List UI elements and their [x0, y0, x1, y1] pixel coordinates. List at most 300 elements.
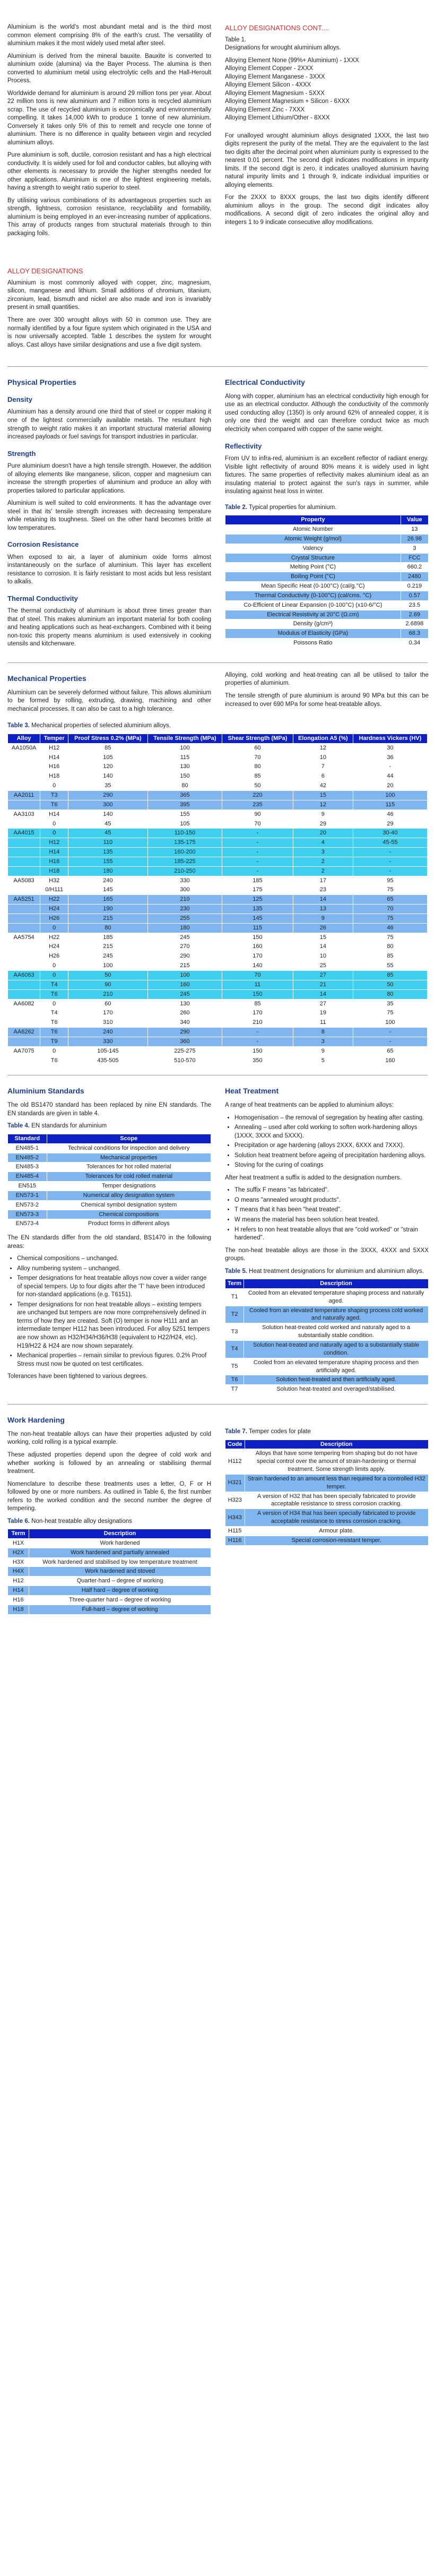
table-cell: AA3103	[8, 809, 40, 819]
table-cell: 100	[147, 743, 222, 753]
table-cell: 85	[222, 999, 293, 1009]
table-cell: AA5251	[8, 895, 40, 904]
table-cell	[8, 942, 40, 952]
table-cell: 11	[293, 1018, 353, 1028]
table-cell: 240	[68, 1028, 148, 1037]
table-row	[8, 1143, 211, 1153]
table-cell: 65	[353, 895, 428, 904]
table-row	[8, 1586, 211, 1596]
table-cell: H16	[8, 1596, 29, 1605]
table-cell: Work hardened	[29, 1538, 211, 1548]
table-cell: Work hardened and partially annealed	[29, 1548, 211, 1557]
table-cell: -	[222, 857, 293, 866]
column-header: Tensile Strength (MPa)	[147, 734, 222, 743]
table-header-row	[225, 1279, 429, 1289]
table-cell: EN485-4	[8, 1172, 47, 1182]
section-divider	[7, 662, 428, 663]
list-item: • Precipitation or age hardening (alloys 2XXX, 6XXX and 7XXX).	[234, 1142, 429, 1150]
density-heading: Density	[7, 395, 32, 403]
table-cell: H24	[40, 904, 68, 914]
table-cell: 115	[147, 753, 222, 762]
table-cell: 135-175	[147, 838, 222, 848]
table-row	[8, 848, 428, 857]
table-cell	[8, 1018, 40, 1028]
alloy-paragraph: Aluminium is most commonly alloyed with copper, zinc, magnesium, silicon, manganese and lithium. Small additions of chromium, titanium, zirconium, lead, bismuth and nickel are also made and iron is invariably present in small quantities.	[7, 279, 211, 311]
table-cell: Alloys that have some tempering from shaping but do not have special control over the amount of strain-hardening or thermal treatment. Some strength limits apply.	[245, 1449, 429, 1475]
table-cell: 65	[353, 1046, 428, 1056]
table-row	[225, 563, 429, 572]
table-cell: 0	[40, 781, 68, 791]
table-cell: EN485-3	[8, 1162, 47, 1172]
table-cell: T3	[225, 1323, 244, 1341]
table-cell: 245	[147, 989, 222, 999]
table-cell: H343	[225, 1509, 245, 1527]
list-item: • Temper designations for heat treatable alloys now cover a wider range of special tempers. Up to four digits after the 'T' have been introduced for non-standard applications (e.g. T6151).	[17, 1274, 211, 1299]
table-cell: 350	[222, 1056, 293, 1065]
table-cell	[8, 857, 40, 866]
mechanical-paragraph: Aluminium can be severely deformed without failure. This allows aluminium to be formed by rolling, extruding, drawing, machining and other mechanical processes. It can also be cast to a high tolerance.	[7, 689, 211, 712]
table-cell: Numerical alloy designation system	[47, 1191, 211, 1200]
table-cell: 3	[293, 1037, 353, 1046]
standards-paragraph: Tolerances have been tightened to various degrees.	[7, 1373, 148, 1380]
table-row	[225, 1288, 429, 1306]
intro-paragraph: Worldwide demand for aluminium is around 29 million tons per year. About 22 million tons is new aluminium and 7 million tons is recycled aluminium scrap. The use of recycled aluminium is economically and environmentally compelling. It takes 14,000 kWh to produce 1 tonne of new aluminium. Conversely it takes only 5% of this to remelt and recycle one tonne of aluminium. There is no difference in quality between virgin and recycled aluminium alloys.	[7, 90, 211, 146]
table7-ref: Table 7.	[225, 1428, 247, 1435]
heat-list	[234, 1114, 429, 1170]
table-cell: 255	[147, 914, 222, 923]
table-cell: 70	[353, 904, 428, 914]
table-cell: 55	[353, 961, 428, 971]
table-cell: 95	[353, 876, 428, 885]
table-cell: H12	[40, 838, 68, 848]
table5-ref: Table 5.	[225, 1268, 247, 1274]
table-cell: 70	[222, 753, 293, 762]
electrical-column	[225, 375, 429, 653]
table-cell: Crystal Structure	[225, 553, 401, 563]
table-cell: H2X	[8, 1548, 29, 1557]
table-cell: 21	[293, 980, 353, 989]
table-cell: Chemical symbol designation system	[47, 1200, 211, 1210]
section-divider	[7, 1404, 428, 1405]
table-row	[225, 600, 429, 610]
table2-caption	[225, 504, 429, 512]
table-cell: 17	[293, 876, 353, 885]
table-cell: 45-55	[353, 838, 428, 848]
table-cell: Solution heat-treated cold worked and naturally aged to a substantially stable condition.	[244, 1323, 429, 1341]
table-cell: 120	[68, 762, 148, 772]
table-cell: EN515	[8, 1182, 47, 1191]
list-item: • Mechanical properties – remain similar to previous figures. 0.2% Proof Stress must now be quoted on test certificates.	[17, 1352, 211, 1368]
table-cell: 27	[293, 999, 353, 1009]
table-cell: 290	[147, 1028, 222, 1037]
table-cell: H1X	[8, 1538, 29, 1548]
table-cell	[8, 753, 40, 762]
column-header: Hardness Vickers (HV)	[353, 734, 428, 743]
physical-column	[7, 375, 211, 653]
table-cell: 2	[293, 857, 353, 866]
table-cell: -	[222, 829, 293, 838]
table-row	[8, 800, 428, 809]
table-cell	[8, 1037, 40, 1046]
table-row	[8, 895, 428, 904]
table-cell: 8	[293, 1028, 353, 1037]
table4-desc: EN standards for aluminium	[31, 1123, 107, 1130]
table-cell: 0/H111	[40, 885, 68, 895]
table-cell: 0	[40, 961, 68, 971]
table-row	[225, 534, 429, 544]
table-cell: 105	[68, 753, 148, 762]
table-cell: EN485-1	[8, 1143, 47, 1153]
table-row	[225, 591, 429, 600]
table-cell: 9	[293, 914, 353, 923]
table-row	[8, 1538, 211, 1548]
table-cell: -	[222, 848, 293, 857]
table-cell: 60	[68, 999, 148, 1009]
table-cell: 235	[222, 800, 293, 809]
table-row	[225, 1509, 429, 1527]
table-row	[8, 1557, 211, 1567]
table-row	[8, 866, 428, 876]
heat-paragraph: After heat treatment a suffix is added to the designation numbers.	[225, 1174, 402, 1181]
table-cell: Electrical Resistivity at 20°C (Ω.cm)	[225, 610, 401, 619]
table-cell: Cooled from an elevated temperature shaping process cold worked and naturally aged.	[244, 1306, 429, 1323]
table-cell: AA5083	[8, 876, 40, 885]
table-cell: AA6082	[8, 999, 40, 1009]
table-cell: H26	[40, 952, 68, 961]
table-cell: AA7075	[8, 1046, 40, 1056]
table-cell: 210	[68, 989, 148, 999]
table-cell: 70	[222, 971, 293, 980]
table-cell: 160	[147, 980, 222, 989]
table-cell: Boiling Point (°C)	[225, 572, 401, 582]
table-cell: 80	[353, 989, 428, 999]
table-cell: H116	[225, 1536, 245, 1545]
table-cell: 140	[68, 772, 148, 781]
table-cell: 80	[353, 942, 428, 952]
table-cell: 68.3	[401, 629, 428, 639]
list-item: • Chemical compositions – unchanged.	[17, 1255, 211, 1263]
table-cell: H14	[8, 1586, 29, 1596]
table-cell: H18	[40, 772, 68, 781]
table-row	[225, 1323, 429, 1341]
table-header-row	[8, 1134, 211, 1143]
column-header: Description	[245, 1440, 429, 1449]
table-cell: H4X	[8, 1567, 29, 1576]
table-cell: 26	[293, 923, 353, 933]
column-header: Standard	[8, 1134, 47, 1143]
table-cell: 340	[147, 1018, 222, 1028]
table-cell: T3	[40, 790, 68, 800]
table-cell: H22	[40, 895, 68, 904]
heat-paragraph: A range of heat treatments can be applied to aluminium alloys:	[225, 1102, 394, 1109]
electrical-paragraph: Along with copper, aluminium has an electrical conductivity high enough for use as an electrical conductor. Although the conductivity of the commonly used conducting alloy (1350) is only around 62% of annealed copper, it is only one third the weight and can therefore conduct twice as much electricity when compared with copper of the same weight.	[225, 393, 429, 433]
table-cell: 115	[222, 923, 293, 933]
designation-paragraph: For the 2XXX to 8XXX groups, the last two digits identify different aluminium alloys in the group. The second digit indicates alloy modifications. A second digit of zero indicates the original alloy and integers 1 to 9 indicate consecutive alloy modifications.	[225, 194, 429, 226]
table-cell: Temper designations	[47, 1182, 211, 1191]
table-cell: EN573-2	[8, 1200, 47, 1210]
table-cell: 185-225	[147, 857, 222, 866]
table-cell: 210	[222, 1018, 293, 1028]
density-paragraph: Aluminium has a density around one third that of steel or copper making it one of the lightest commercially available metals. The resultant high strength to weight ratio makes it an important structural material allowing increased payloads or fuel savings for transport industries in particular.	[7, 409, 211, 441]
thermal-heading: Thermal Conductivity	[7, 594, 78, 602]
alloy-paragraph: There are over 300 wrought alloys with 50 in common use. They are normally identified by a four figure system which originated in the USA and is now universally accepted. Table 1 describes the system for wrought alloys. Cast alloys have similar designations and use a five digit system.	[7, 316, 211, 348]
table-cell	[8, 989, 40, 999]
table-cell: FCC	[401, 553, 428, 563]
table-cell: 46	[353, 923, 428, 933]
table-cell	[8, 1056, 40, 1065]
table-cell: T9	[40, 1037, 68, 1046]
table-cell: 45	[68, 829, 148, 838]
table-cell: 0.57	[401, 591, 428, 600]
strength-paragraph: Pure aluminium doesn't have a high tensile strength. However, the addition of alloying elements like manganese, silicon, copper and magnesium can increase the strength properties of aluminium and produce an alloy with properties tailored to particular applications.	[7, 463, 211, 494]
table-cell: 180	[147, 923, 222, 933]
mechanical-heading: Mechanical Properties	[7, 674, 86, 683]
table-cell	[8, 885, 40, 895]
table-cell: 365	[147, 790, 222, 800]
mechanical-section	[7, 671, 428, 718]
table-header-row	[8, 734, 428, 743]
table-row	[8, 1037, 428, 1046]
temper-codes-table	[225, 1440, 429, 1546]
table-cell: Quarter-hard – degree of working	[29, 1576, 211, 1586]
table-cell: Full-hard – degree of working	[29, 1605, 211, 1614]
table-cell: 85	[68, 743, 148, 753]
table-cell: T2	[225, 1306, 244, 1323]
table-row	[8, 838, 428, 848]
column-header: Temper	[40, 734, 68, 743]
table-cell: 23	[293, 885, 353, 895]
table-row	[8, 942, 428, 952]
table-cell: -	[353, 866, 428, 876]
table-cell	[8, 1009, 40, 1018]
alloy-designations-title: ALLOY DESIGNATIONS	[7, 267, 83, 275]
table-cell: -	[353, 857, 428, 866]
table-cell: 80	[222, 762, 293, 772]
table-cell: 5	[293, 1056, 353, 1065]
table-cell: Mechanical properties	[47, 1153, 211, 1162]
table-cell	[8, 762, 40, 772]
reflectivity-paragraph: From UV to infra-red, aluminium is an excellent reflector of radiant energy. Visible light reflectivity of around 80% means it is widely used in light fixtures. The same properties of reflectivity makes aluminium ideal as an insulating material to protect against the sun's rays in summer, while insulating against heat loss in winter.	[225, 455, 429, 495]
physical-properties-heading: Physical Properties	[7, 378, 76, 387]
table-cell: H18	[8, 1605, 29, 1614]
table-cell: -	[353, 848, 428, 857]
table-cell: 45	[68, 819, 148, 829]
table-cell: 140	[68, 809, 148, 819]
table-cell: 10	[293, 952, 353, 961]
table-cell: H14	[40, 809, 68, 819]
table-cell: 25	[293, 961, 353, 971]
table-row	[225, 1492, 429, 1509]
table-cell: 215	[147, 961, 222, 971]
table-cell: 105-145	[68, 1046, 148, 1056]
table-cell: T7	[225, 1385, 244, 1394]
table-cell: 100	[353, 1018, 428, 1028]
table-cell: H3X	[8, 1557, 29, 1567]
table-row	[8, 857, 428, 866]
table-cell: 510-570	[147, 1056, 222, 1065]
strength-paragraph: Aluminium is well suited to cold environments. It has the advantage over steel in that its' tensile strength increases with decreasing temperature while retaining its toughness. Steel on the other hand becomes brittle at low temperatures.	[7, 500, 211, 531]
table-cell: -	[222, 866, 293, 876]
table-cell: 130	[147, 999, 222, 1009]
list-item: • Solution heat treatment before ageing of precipitation hardening alloys.	[234, 1152, 429, 1160]
table-cell: 240	[68, 876, 148, 885]
table-cell: 115	[353, 800, 428, 809]
standards-heat-section	[7, 1084, 428, 1394]
table7-caption	[225, 1428, 429, 1436]
table-cell: 14	[293, 895, 353, 904]
table-row	[8, 1200, 211, 1210]
table-row	[225, 572, 429, 582]
column-header: Alloy	[8, 734, 40, 743]
table-cell: 0	[40, 819, 68, 829]
table-row	[8, 809, 428, 819]
mechanical-column-left	[7, 671, 211, 718]
table-cell: 150	[222, 989, 293, 999]
table-row	[8, 790, 428, 800]
table-cell: 125	[222, 895, 293, 904]
table-row	[225, 629, 429, 639]
alloy-designations-cont-title: ALLOY DESIGNATIONS CONT....	[225, 24, 329, 32]
list-item: • Homogenisation – the removal of segregation by heating after casting.	[234, 1114, 429, 1123]
table6-caption	[7, 1518, 211, 1526]
designation-line: Alloying Element None (99%+ Aluminium) - 1XXX	[225, 57, 359, 64]
table-cell: AA6063	[8, 971, 40, 980]
list-item: • O means "annealed wrought products".	[234, 1196, 429, 1205]
table-cell	[8, 952, 40, 961]
table-cell: 80	[68, 923, 148, 933]
table-cell: H112	[225, 1449, 245, 1475]
table-cell: 15	[293, 933, 353, 942]
table-cell: 210-250	[147, 866, 222, 876]
table-cell: 145	[222, 914, 293, 923]
table-cell: 36	[353, 753, 428, 762]
table-cell: -	[222, 838, 293, 848]
table-cell: -	[222, 1037, 293, 1046]
table-row	[8, 1153, 211, 1162]
table-cell: EN573-3	[8, 1210, 47, 1219]
table-row	[8, 1596, 211, 1605]
column-header: Shear Strength (MPa)	[222, 734, 293, 743]
table-row	[8, 999, 428, 1009]
table-cell: 85	[353, 952, 428, 961]
designation-list	[225, 57, 429, 123]
table-cell: 3	[401, 544, 428, 553]
list-item: • Temper designations for non heat treatable alloys – existing tempers are unchanged but tempers are now more comprehensively defined in terms of how they are created. Soft (O) temper is now H111 and an intermediate temper H112 has been introduced. For alloy 5251 tempers are now shown as H32/H34/H36/H38 (equivalent to H22/H24, etc). H19/H22 & H24 are now shown separately.	[17, 1301, 211, 1350]
table-cell: 15	[293, 790, 353, 800]
designation-line: Alloying Element Silicon - 4XXX	[225, 82, 311, 89]
table-cell: 150	[222, 1046, 293, 1056]
table-cell: H32	[40, 876, 68, 885]
table-row	[8, 781, 428, 791]
list-item: • H refers to non heat treatable alloys that are "cold worked" or "strain hardened".	[234, 1226, 429, 1243]
list-item: • Alloy numbering system – unchanged.	[17, 1265, 211, 1273]
table-cell: 35	[353, 999, 428, 1009]
table-cell: 0	[40, 999, 68, 1009]
table-row	[225, 1474, 429, 1492]
table-cell: 300	[68, 800, 148, 809]
table-row	[8, 885, 428, 895]
table-cell: 165	[68, 895, 148, 904]
standards-paragraph: The old BS1470 standard has been replaced by nine EN standards. The EN standards are given in table 4.	[7, 1102, 211, 1117]
table-cell: 6	[293, 772, 353, 781]
table-cell: Thermal Conductivity (0-100°C) (cal/cms. °C)	[225, 591, 401, 600]
work-paragraph: The non-heat treatable alloys can have their properties adjusted by cold working, cold rolling is a typical example.	[7, 1431, 211, 1446]
table-cell: 140	[222, 961, 293, 971]
table-cell: 50	[353, 980, 428, 989]
table-row	[225, 610, 429, 619]
corrosion-paragraph: When exposed to air, a layer of aluminium oxide forms almost instantaneously on the surface of aluminium. This layer has excellent resistance to corrosion. It is fairly resistant to most acids but less resistant to alkalis.	[7, 554, 211, 585]
table-cell: Density (g/cm³)	[225, 619, 401, 629]
designations-column	[225, 23, 429, 354]
list-item: • T means that it has been "heat treated".	[234, 1206, 429, 1214]
table-cell: 10	[293, 753, 353, 762]
intro-section	[7, 23, 428, 354]
table-cell: 270	[147, 942, 222, 952]
table-row	[8, 743, 428, 753]
table-cell: Product forms in different alloys	[47, 1219, 211, 1229]
table-cell	[8, 961, 40, 971]
table-row	[8, 753, 428, 762]
table-cell: 300	[147, 885, 222, 895]
table-row	[8, 980, 428, 989]
table-cell: 160	[353, 1056, 428, 1065]
table-row	[8, 933, 428, 942]
temper-column	[225, 1413, 429, 1615]
intro-column	[7, 23, 211, 354]
table-cell: H16	[40, 857, 68, 866]
table-cell: 215	[68, 914, 148, 923]
table-cell: 35	[68, 781, 148, 791]
table-row	[225, 619, 429, 629]
table-cell: Tolerances for hot rolled material	[47, 1162, 211, 1172]
table-cell	[8, 772, 40, 781]
column-header: Term	[225, 1279, 244, 1289]
table-cell: 395	[147, 800, 222, 809]
table-cell: 7	[293, 762, 353, 772]
table-cell: -	[222, 1028, 293, 1037]
designation-line: Alloying Element Manganese - 3XXX	[225, 73, 325, 80]
table-cell: Valency	[225, 544, 401, 553]
list-item: • The suffix F means "as fabricated".	[234, 1186, 429, 1195]
table-cell	[8, 819, 40, 829]
table-cell: 0	[40, 829, 68, 838]
reflectivity-heading: Reflectivity	[225, 442, 262, 450]
table-cell: AA4015	[8, 829, 40, 838]
table-row	[8, 1028, 428, 1037]
table-cell: AA1050A	[8, 743, 40, 753]
table-cell: Atomic Weight (g/mol)	[225, 534, 401, 544]
table-cell: H12	[8, 1576, 29, 1586]
table-cell	[8, 980, 40, 989]
table-cell: Half hard – degree of working	[29, 1586, 211, 1596]
table-cell: 100	[147, 971, 222, 980]
table-cell: 29	[293, 819, 353, 829]
table-row	[225, 1306, 429, 1323]
table-row	[8, 1172, 211, 1182]
table-cell: 0.219	[401, 582, 428, 591]
table1-ref: Table 1.	[225, 36, 247, 43]
table-cell: Melting Point (°C)	[225, 563, 401, 572]
work-paragraph: Nomenclature to describe these treatments uses a letter, O, F or H followed by one or more numbers. As outlined in Table 6, the first number refers to the worked condition and the second number the degree of tempering.	[7, 1480, 211, 1512]
table2-ref: Table 2.	[225, 504, 247, 511]
table-cell: 0	[40, 923, 68, 933]
standards-column	[7, 1084, 211, 1394]
table-cell: Solution heat-treated and naturally aged to a substantially stable condition.	[244, 1341, 429, 1358]
table-cell: 50	[222, 781, 293, 791]
table-cell: 110	[68, 838, 148, 848]
table-row	[8, 989, 428, 999]
table-row	[8, 961, 428, 971]
